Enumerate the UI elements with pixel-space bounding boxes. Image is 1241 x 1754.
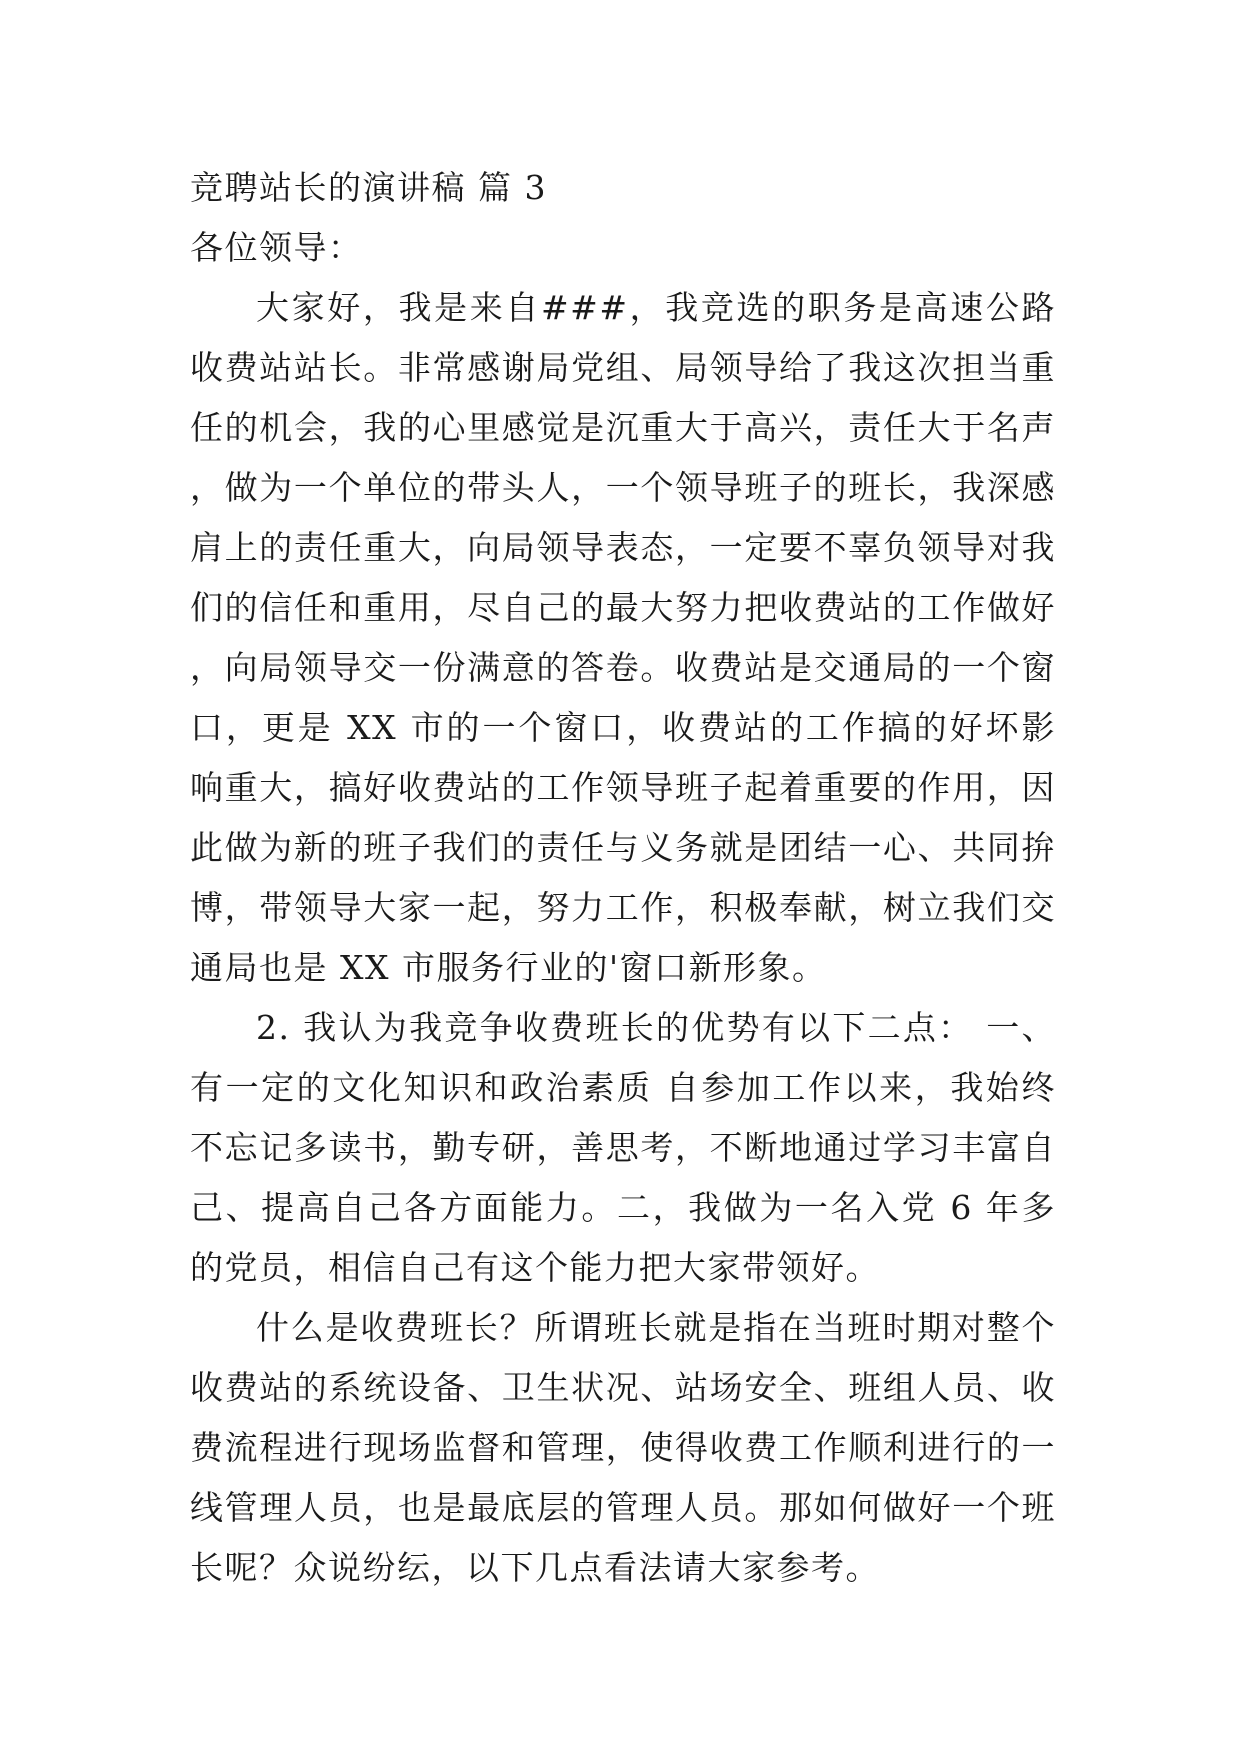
paragraph-intro: 大家好，我是来自###，我竞选的职务是高速公路收费站站长。非常感谢局党组、局领导给了我这次担当重任的机会，我的心里感觉是沉重大于高兴，责任大于名声，做为一个单位的带头人，一个领导班子的班长，我深感肩上的责任重大，向局领导表态，一定要不辜负领导对我们的信任和重用，尽自己的最大努力把收费站的工作做好，向局领导交一份满意的答卷。收费站是交通局的一个窗口，更是 XX 市的一个窗口，收费站的工作搞的好坏影响重大，搞好收费站的工作领导班子起着重要的作用，因此做为新的班子我们的责任与义务就是团结一心、共同拚博，带领导大家一起，努力工作，积极奉献，树立我们交通局也是 XX 市服务行业的'窗口新形象。 (190, 288, 1056, 987)
document-title: 竞聘站长的演讲稿 篇 3 (190, 168, 547, 207)
document-body (190, 158, 1056, 1598)
salutation: 各位领导： (190, 228, 363, 267)
paragraph-definition: 什么是收费班长？所谓班长就是指在当班时期对整个收费站的系统设备、卫生状况、站场安全、班组人员、收费流程进行现场监督和管理，使得收费工作顺利进行的一线管理人员，也是最底层的管理人员。那如何做好一个班长呢？众说纷纭，以下几点看法请大家参考。 (190, 1308, 1056, 1587)
paragraph-advantages: 2. 我认为我竞争收费班长的优势有以下二点： 一、有一定的文化知识和政治素质 自参加工作以来，我始终不忘记多读书，勤专研，善思考，不断地通过学习丰富自己、提高自己各方面能力。二，我做为一名入党 6 年多的党员，相信自己有这个能力把大家带领好。 (190, 1008, 1056, 1287)
